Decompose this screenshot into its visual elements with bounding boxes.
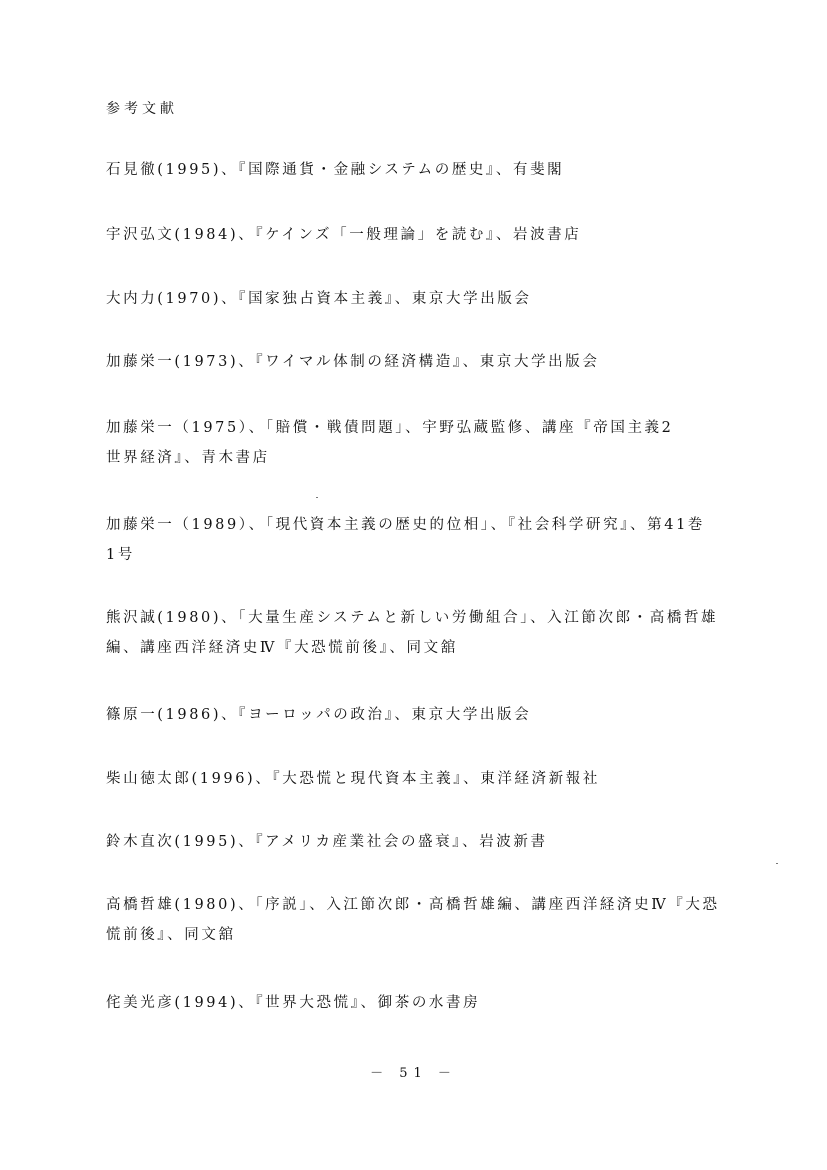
reference-line: 高橋哲雄(1980)、「序説」、入江節次郎・高橋哲雄編、講座西洋経済史Ⅳ『大恐 [106,897,720,913]
reference-line: 大内力(1970)、『国家独占資本主義』、東京大学出版会 [106,291,532,307]
scan-speck [316,497,318,498]
scan-speck [776,863,778,864]
reference-line: 石見徹(1995)、『国際通貨・金融システムの歴史』、有斐閣 [106,162,565,178]
reference-entry [106,413,673,473]
reference-entry [106,347,599,377]
reference-entry [106,220,581,250]
reference-line: 加藤栄一（1975）、「賠償・戦債問題」、宇野弘蔵監修、講座『帝国主義2 [106,420,674,436]
reference-entry [106,155,564,185]
reference-line: 柴山徳太郎(1996)、『大恐慌と現代資本主義』、東洋経済新報社 [106,771,600,787]
reference-line: 編、講座西洋経済史Ⅳ『大恐慌前後』、同文舘 [106,640,458,656]
reference-line: 慌前後』、同文舘 [106,927,236,943]
reference-entry [106,510,705,570]
reference-line: 侘美光彦(1994)、『世界大恐慌』、御茶の水書房 [106,995,481,1011]
reference-line: 篠原一(1986)、『ヨーロッパの政治』、東京大学出版会 [106,707,532,723]
reference-entry [106,764,600,794]
reference-entry [106,988,480,1018]
reference-line: 加藤栄一(1973)、『ワイマル体制の経済構造』、東京大学出版会 [106,354,600,370]
reference-line: 鈴木直次(1995)、『アメリカ産業社会の盛衰』、岩波新書 [106,834,548,850]
reference-line: 熊沢誠(1980)、「大量生産システムと新しい労働組合」、入江節次郎・高橋哲雄 [106,610,719,626]
section-heading: 参考文献 [106,101,178,117]
reference-line: 1号 [106,547,135,563]
reference-entry [106,284,532,314]
reference-entry [106,890,720,950]
reference-line: 加藤栄一（1989）、「現代資本主義の歴史的位相」、『社会科学研究』、第41巻 [106,517,705,533]
page-number: － 51 － [370,1066,457,1081]
reference-entry [106,700,531,730]
reference-line: 宇沢弘文(1984)、『ケインズ「一般理論」を読む』、岩波書店 [106,227,582,243]
reference-line: 世界経済』、青木書店 [106,450,270,466]
reference-entry [106,603,718,663]
reference-entry [106,827,548,857]
